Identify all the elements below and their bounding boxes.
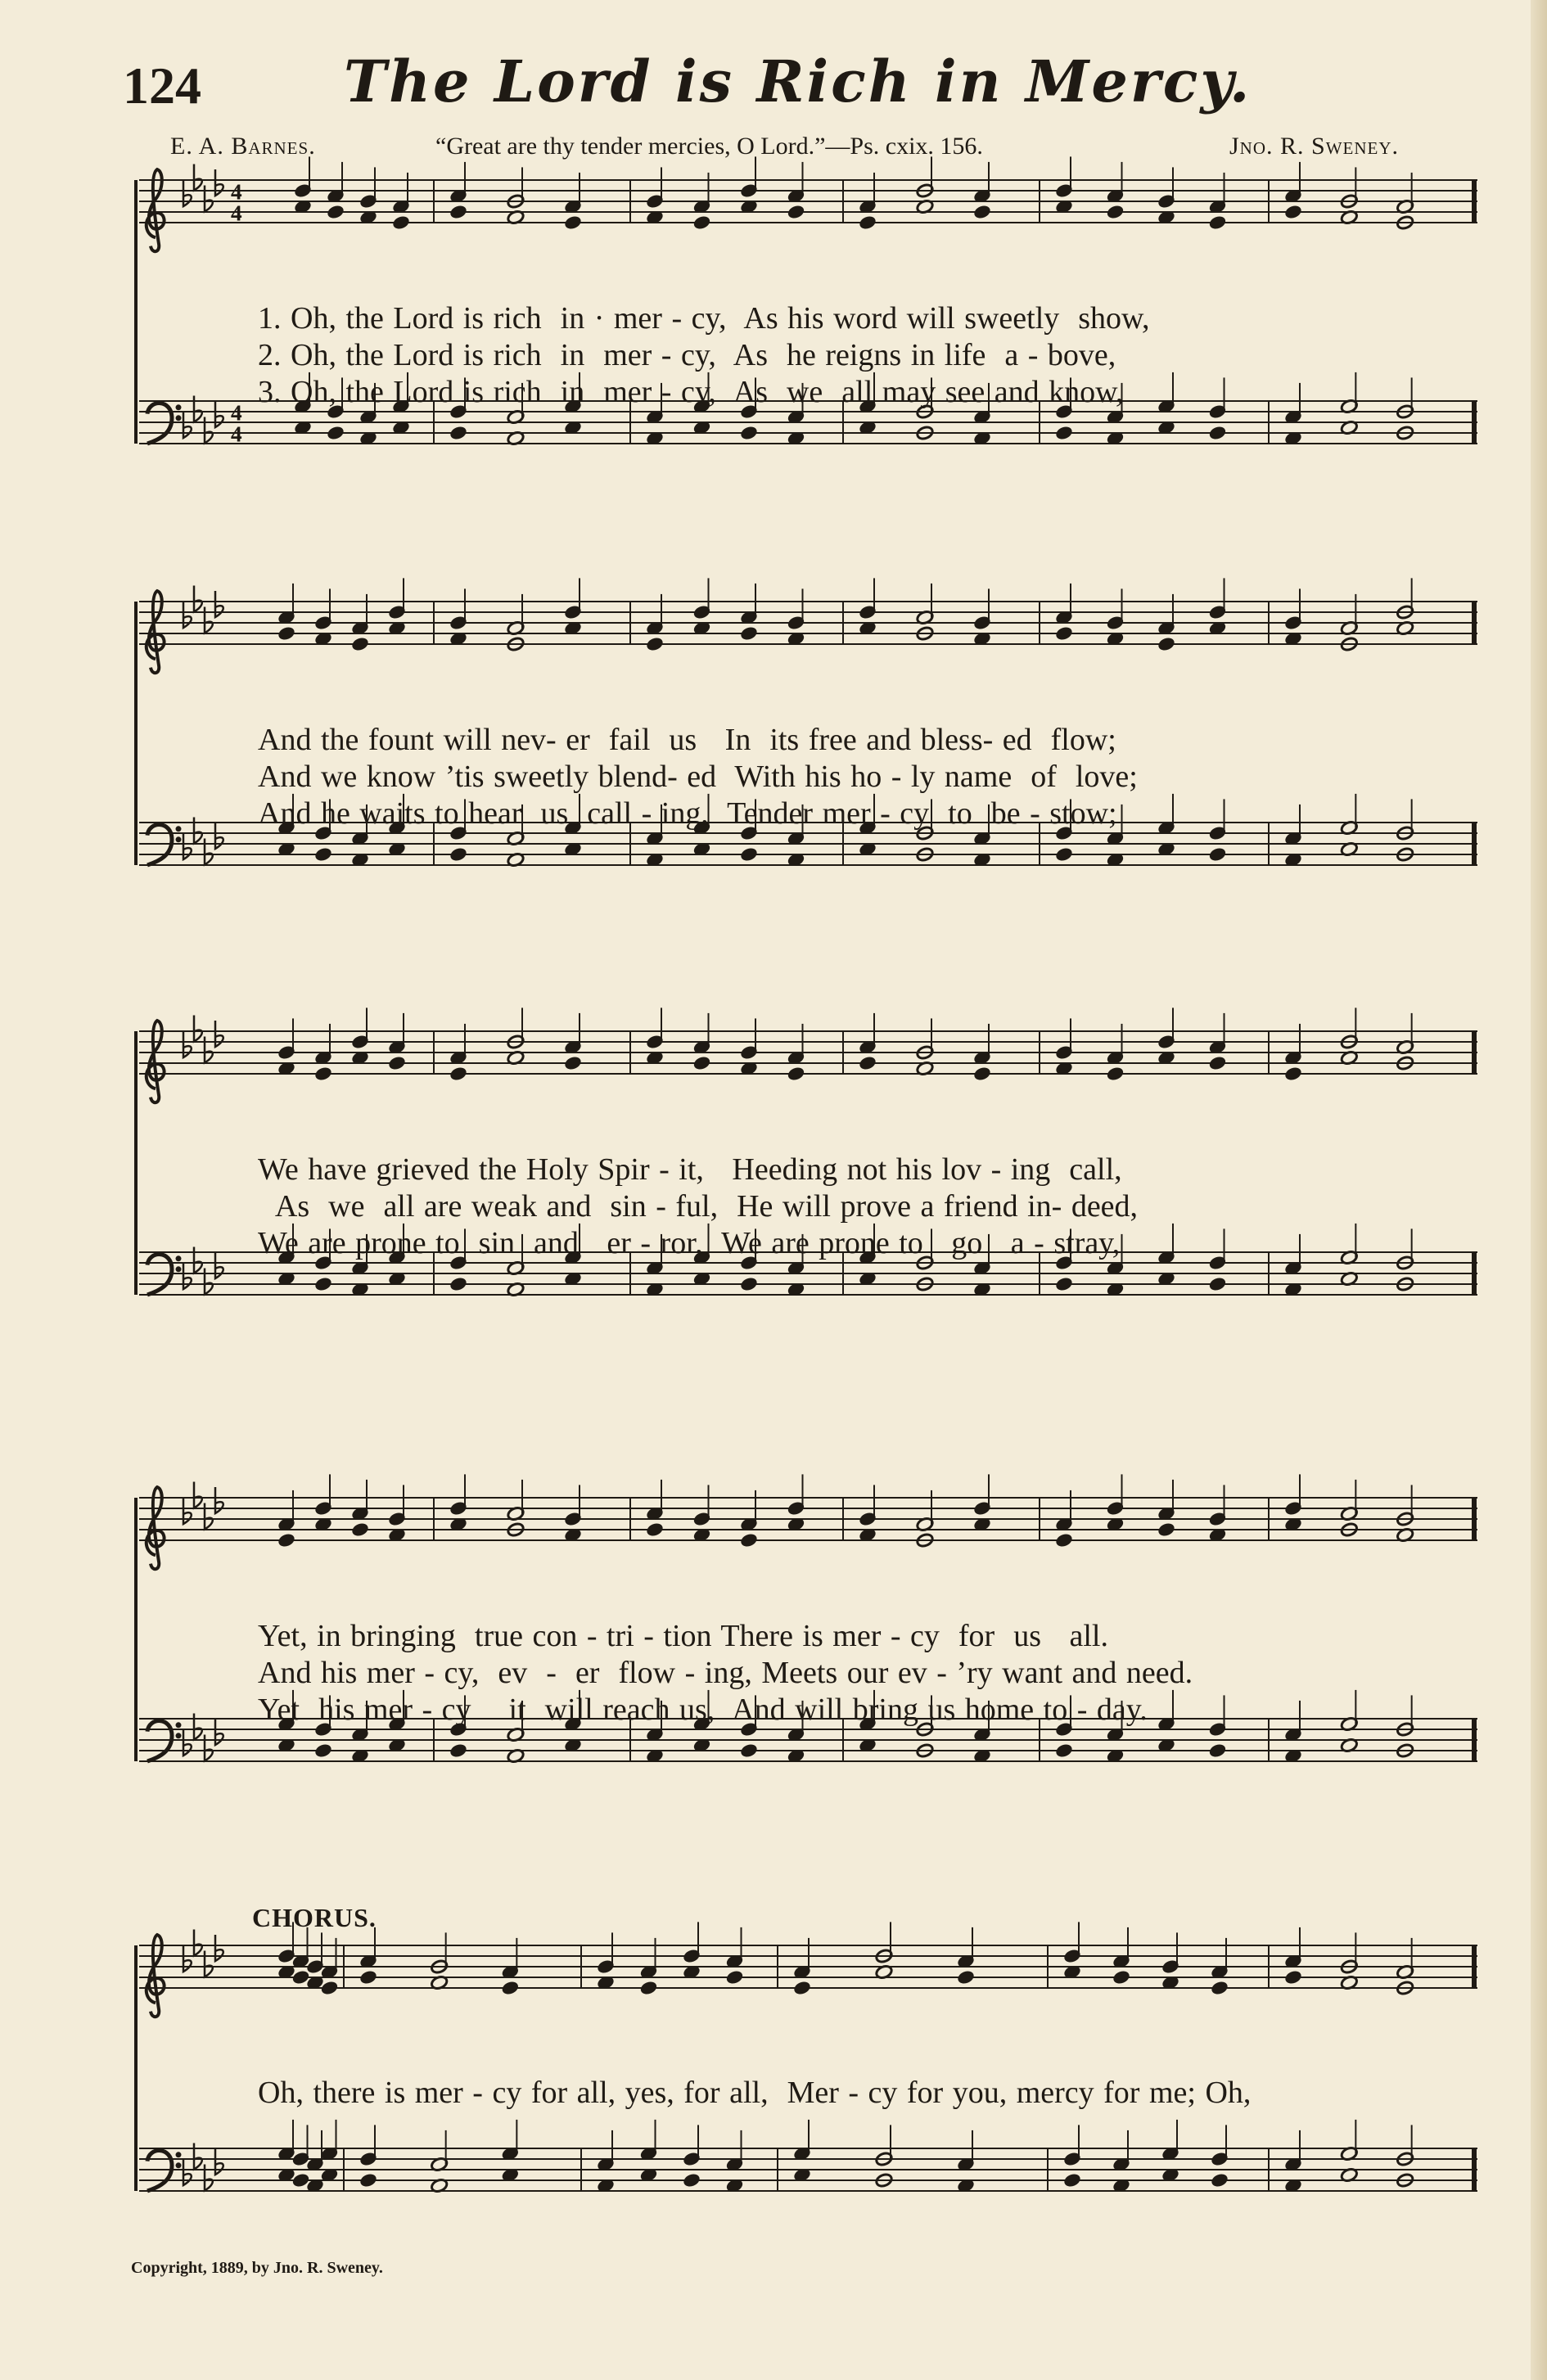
bass-clef-icon xyxy=(147,2151,172,2191)
author-credit: E. A. Barnes. xyxy=(170,133,316,160)
quarter-note-head xyxy=(1211,2172,1229,2188)
music-system-2 xyxy=(139,593,1482,953)
quarter-note-head xyxy=(449,846,467,862)
bass-clef-icon xyxy=(147,1721,172,1761)
flat-sign-icon xyxy=(194,1482,202,1508)
flat-sign-icon xyxy=(183,180,192,206)
quarter-note-head xyxy=(740,425,758,440)
quarter-note-head xyxy=(277,625,295,641)
quarter-note-head xyxy=(1157,1521,1175,1537)
quarter-note-head xyxy=(449,204,467,219)
flat-sign-icon xyxy=(194,1016,202,1042)
quarter-note-head xyxy=(351,1521,369,1537)
flat-sign-icon xyxy=(205,1269,213,1295)
quarter-note-head xyxy=(320,1980,338,1995)
flat-sign-icon xyxy=(183,1263,192,1289)
quarter-note-head xyxy=(740,1742,758,1758)
music-system-3 xyxy=(139,1023,1482,1383)
music-system-1 xyxy=(139,172,1482,532)
quarter-note-head xyxy=(1055,846,1073,862)
lyrics-system-4 xyxy=(258,1618,1486,1729)
quarter-note-head xyxy=(1063,2172,1081,2188)
treble-staff xyxy=(139,1007,1477,1102)
quarter-note-head xyxy=(392,214,410,230)
flat-sign-icon xyxy=(183,1945,192,1972)
quarter-note-head xyxy=(1284,1969,1302,1985)
quarter-note-head xyxy=(859,1055,877,1071)
quarter-note-head xyxy=(314,1066,332,1081)
quarter-note-head xyxy=(1106,204,1124,219)
flat-sign-icon xyxy=(215,1021,223,1047)
time-signature: 4 xyxy=(231,400,242,426)
quarter-note-head xyxy=(1055,1532,1073,1548)
bass-clef-icon xyxy=(147,1255,172,1295)
quarter-note-head xyxy=(564,214,582,230)
quarter-note-head xyxy=(1284,204,1302,219)
flat-sign-icon xyxy=(215,823,223,849)
quarter-note-head xyxy=(1112,1969,1130,1985)
lyric-line-verse-1: 1. Oh, the Lord is rich in · mer - cy, As his word will sweetly show, xyxy=(258,301,1150,336)
quarter-note-head xyxy=(1208,1276,1226,1291)
lyrics-system-2 xyxy=(258,722,1486,832)
quarter-note-head xyxy=(1055,425,1073,440)
flat-sign-icon xyxy=(194,165,202,191)
quarter-note-head xyxy=(449,425,467,440)
quarter-note-head xyxy=(501,1980,519,1995)
flat-sign-icon xyxy=(194,586,202,612)
flat-sign-icon xyxy=(215,591,223,617)
time-signature: 4 xyxy=(231,421,242,447)
treble-staff xyxy=(139,1922,1477,2017)
quarter-note-head xyxy=(740,625,758,641)
flat-sign-icon xyxy=(215,2148,223,2175)
flat-sign-icon xyxy=(215,1719,223,1745)
music-system-chorus xyxy=(139,1903,1482,2247)
scripture-reference: “Great are thy tender mercies, O Lord.”—Ps. cxix. 156. xyxy=(435,133,983,160)
quarter-note-head xyxy=(683,2172,701,2188)
quarter-note-head xyxy=(740,1532,758,1548)
quarter-note-head xyxy=(359,1969,377,1985)
quarter-note-head xyxy=(564,1055,582,1071)
quarter-note-head xyxy=(1055,625,1073,641)
lyric-line-verse-3: We are prone to sin and er - ror, We are prone to go a - stray, xyxy=(258,1226,1121,1260)
flat-sign-icon xyxy=(215,1935,223,1961)
quarter-note-head xyxy=(973,1066,991,1081)
flat-sign-icon xyxy=(205,1951,213,1977)
page-number: 124 xyxy=(123,56,201,115)
flat-sign-icon xyxy=(205,2165,213,2191)
flat-sign-icon xyxy=(194,2143,202,2170)
flat-sign-icon xyxy=(183,2159,192,2185)
quarter-note-head xyxy=(277,1532,295,1548)
flat-sign-icon xyxy=(205,1037,213,1063)
copyright-notice: Copyright, 1889, by Jno. R. Sweney. xyxy=(131,2259,383,2277)
treble-staff xyxy=(139,1474,1477,1569)
flat-sign-icon xyxy=(194,396,202,422)
lyrics-system-3 xyxy=(258,1152,1486,1262)
quarter-note-head xyxy=(646,636,664,651)
quarter-note-head xyxy=(639,1980,657,1995)
quarter-note-head xyxy=(1208,846,1226,862)
quarter-note-head xyxy=(740,846,758,862)
lyric-line-chorus: Oh, there is mer - cy for all, yes, for all, Mer - cy for you, mercy for me; Oh, xyxy=(258,2076,1252,2110)
bass-clef-icon xyxy=(147,825,172,865)
treble-clef-icon xyxy=(147,1487,165,1569)
quarter-note-head xyxy=(449,1066,467,1081)
quarter-note-head xyxy=(1284,1066,1302,1081)
flat-sign-icon xyxy=(194,1930,202,1956)
quarter-note-head xyxy=(291,1969,309,1985)
page-edge xyxy=(1531,0,1547,2380)
lyric-line-verse-2: And we know ’tis sweetly blend- ed With his ho - ly name of love; xyxy=(258,760,1138,794)
quarter-note-head xyxy=(1211,1980,1229,1995)
lyric-line-verse-2: As we all are weak and sin - ful, He will prove a friend in- deed, xyxy=(258,1189,1139,1224)
lyric-line-verse-3: 3. Oh, the Lord is rich in mer - cy, As we all may see and know, xyxy=(258,375,1124,409)
treble-staff xyxy=(139,156,1477,251)
quarter-note-head xyxy=(1106,1066,1124,1081)
quarter-note-head xyxy=(725,1969,743,1985)
quarter-note-head xyxy=(388,1055,406,1071)
treble-clef-icon xyxy=(147,1935,165,2017)
lyric-line-verse-3: Yet his mer - cy it will reach us, And will bring us home to - day. xyxy=(258,1693,1148,1727)
lyric-line-verse-3: And he waits to hear us call - ing, Tender mer - cy to be - stow; xyxy=(258,796,1117,831)
quarter-note-head xyxy=(449,1276,467,1291)
treble-clef-icon xyxy=(147,1021,165,1102)
chorus-label: CHORUS. xyxy=(252,1903,377,1932)
quarter-note-head xyxy=(1055,1742,1073,1758)
quarter-note-head xyxy=(740,1276,758,1291)
quarter-note-head xyxy=(314,1276,332,1291)
treble-staff xyxy=(139,578,1477,673)
flat-sign-icon xyxy=(205,1735,213,1761)
quarter-note-head xyxy=(1208,1742,1226,1758)
hymn-title: The Lord is Rich in Mercy. xyxy=(344,47,1252,115)
quarter-note-head xyxy=(351,636,369,651)
quarter-note-head xyxy=(314,846,332,862)
quarter-note-head xyxy=(957,1969,975,1985)
flat-sign-icon xyxy=(194,1714,202,1740)
composer-credit: Jno. R. Sweney. xyxy=(1229,133,1400,160)
quarter-note-head xyxy=(793,1980,811,1995)
quarter-note-head xyxy=(314,1742,332,1758)
lyric-line-verse-1: Yet, in bringing true con - tri - tion There is mer - cy for us all. xyxy=(258,1619,1108,1653)
quarter-note-head xyxy=(449,1742,467,1758)
quarter-note-head xyxy=(787,1066,805,1081)
flat-sign-icon xyxy=(215,169,223,196)
quarter-note-head xyxy=(1208,425,1226,440)
quarter-note-head xyxy=(692,1055,710,1071)
lyric-line-verse-2: 2. Oh, the Lord is rich in mer - cy, As he reigns in life a - bove, xyxy=(258,338,1116,372)
flat-sign-icon xyxy=(183,412,192,438)
flat-sign-icon xyxy=(194,1247,202,1273)
flat-sign-icon xyxy=(183,1729,192,1756)
quarter-note-head xyxy=(327,204,345,219)
flat-sign-icon xyxy=(205,186,213,212)
quarter-note-head xyxy=(359,2172,377,2188)
flat-sign-icon xyxy=(205,417,213,444)
quarter-note-head xyxy=(1157,636,1175,651)
flat-sign-icon xyxy=(194,818,202,844)
quarter-note-head xyxy=(692,214,710,230)
lyrics-system-1 xyxy=(258,300,1486,411)
lyric-line-verse-1: We have grieved the Holy Spir - it, Heeding not his lov - ing call, xyxy=(258,1152,1122,1187)
flat-sign-icon xyxy=(205,1503,213,1530)
lyrics-chorus xyxy=(258,2075,1486,2112)
flat-sign-icon xyxy=(183,602,192,628)
flat-sign-icon xyxy=(183,1031,192,1057)
quarter-note-head xyxy=(1208,214,1226,230)
music-system-4 xyxy=(139,1490,1482,1850)
time-signature: 4 xyxy=(231,201,242,226)
quarter-note-head xyxy=(859,214,877,230)
quarter-note-head xyxy=(646,1521,664,1537)
quarter-note-head xyxy=(291,2172,309,2188)
flat-sign-icon xyxy=(205,607,213,633)
quarter-note-head xyxy=(1208,1055,1226,1071)
bass-staff xyxy=(139,2120,1477,2193)
quarter-note-head xyxy=(973,204,991,219)
flat-sign-icon xyxy=(215,401,223,427)
lyric-line-verse-1: And the fount will nev- er fail us In its free and bless- ed flow; xyxy=(258,723,1116,757)
flat-sign-icon xyxy=(183,1498,192,1524)
quarter-note-head xyxy=(1055,1276,1073,1291)
bass-clef-icon xyxy=(147,403,172,444)
flat-sign-icon xyxy=(215,1487,223,1513)
flat-sign-icon xyxy=(205,839,213,865)
flat-sign-icon xyxy=(183,833,192,859)
treble-clef-icon xyxy=(147,591,165,673)
quarter-note-head xyxy=(787,204,805,219)
flat-sign-icon xyxy=(215,1252,223,1278)
time-signature: 4 xyxy=(231,179,242,205)
treble-clef-icon xyxy=(147,169,165,251)
lyric-line-verse-2: And his mer - cy, ev - er flow - ing, Meets our ev - ’ry want and need. xyxy=(258,1656,1193,1690)
quarter-note-head xyxy=(327,425,345,440)
